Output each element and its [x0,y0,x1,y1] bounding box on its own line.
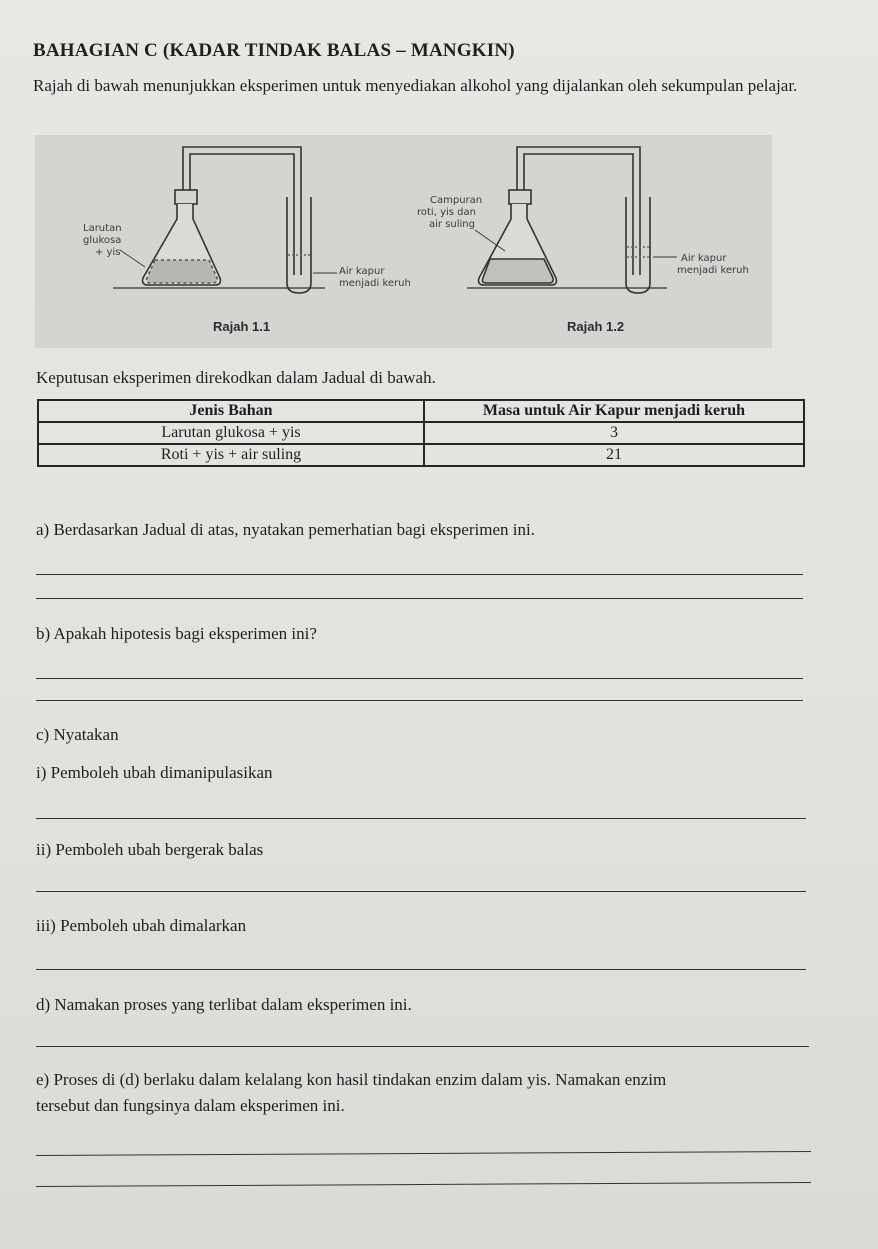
right-tube-label-line2: menjadi keruh [677,265,749,276]
answer-line-c-ii[interactable] [36,891,806,892]
question-c: c) Nyatakan [36,725,119,744]
right-apparatus [467,147,677,293]
answer-line-c-i[interactable] [36,818,806,819]
question-c-ii: ii) Pemboleh ubah bergerak balas [36,840,264,859]
question-e-line1: e) Proses di (d) berlaku dalam kelalang kon hasil tindakan enzim dalam yis. Namakan enzim [36,1070,667,1089]
section-title: BAHAGIAN C (KADAR TINDAK BALAS – MANGKIN) [33,40,515,61]
table-header-row [38,400,804,422]
apparatus-diagram [35,135,772,348]
table-row [38,422,804,444]
table-row [38,444,804,466]
answer-line-c-iii[interactable] [36,969,806,970]
result-intro-text: Keputusan eksperimen direkodkan dalam Jadual di bawah. [36,368,436,387]
question-a: a) Berdasarkan Jadual di atas, nyatakan pemerhatian bagi eksperimen ini. [36,520,535,539]
left-flask-label-line3: + yis [95,247,121,258]
question-e-line2: tersebut dan fungsinya dalam eksperimen ini. [36,1096,345,1115]
table-cell: 3 [424,422,804,444]
left-apparatus [113,147,337,293]
answer-line-d[interactable] [36,1046,809,1047]
left-figure-caption: Rajah 1.1 [213,319,271,334]
answer-line-e2[interactable] [36,1182,811,1187]
results-table [37,399,805,467]
left-flask-label-line2: glukosa [83,235,122,246]
right-tube-label-line1: Air kapur [681,253,727,264]
right-figure-caption: Rajah 1.2 [567,319,625,334]
table-cell: Roti + yis + air suling [38,444,424,466]
question-c-i: i) Pemboleh ubah dimanipulasikan [36,763,273,782]
answer-line-a1[interactable] [36,574,803,575]
question-d: d) Namakan proses yang terlibat dalam eksperimen ini. [36,995,412,1014]
question-b: b) Apakah hipotesis bagi eksperimen ini? [36,624,317,643]
experiment-figure [35,135,772,348]
left-tube-label-line2: menjadi keruh [339,278,411,289]
left-flask-label-line1: Larutan [83,223,122,234]
table-header-cell: Masa untuk Air Kapur menjadi keruh [424,400,804,422]
answer-line-a2[interactable] [36,598,803,599]
answer-line-e1[interactable] [36,1151,811,1156]
answer-line-b2[interactable] [36,700,803,701]
table-header-cell: Jenis Bahan [38,400,424,422]
question-c-iii: iii) Pemboleh ubah dimalarkan [36,916,247,935]
intro-text: Rajah di bawah menunjukkan eksperimen untuk menyediakan alkohol yang dijalankan oleh sekumpulan pelajar. [33,76,798,95]
left-tube-label-line1: Air kapur [339,266,385,277]
right-flask-label-line1: Campuran [430,195,483,206]
table-cell: 21 [424,444,804,466]
right-flask-label-line2: roti, yis dan [417,207,476,218]
right-flask-label-line3: air suling [429,219,475,230]
answer-line-b1[interactable] [36,678,803,679]
table-cell: Larutan glukosa + yis [38,422,424,444]
